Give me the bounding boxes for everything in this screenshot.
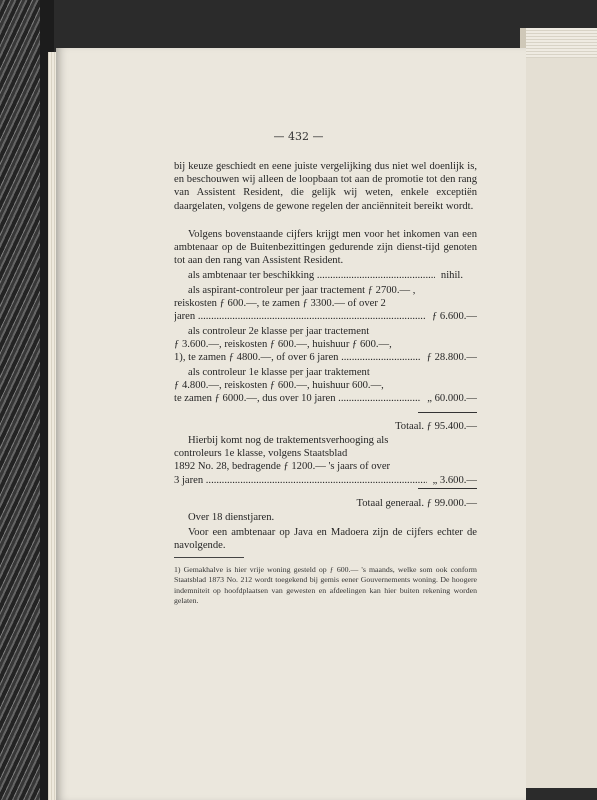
item2-line1: als aspirant-controleur per jaar tractement ƒ 2700.— , — [188, 285, 416, 296]
item-aspirant-controleur — [174, 284, 477, 324]
item2-value: ƒ 6.600.— — [431, 311, 477, 323]
item-ter-beschikking — [174, 269, 477, 282]
item-controleur-1e — [174, 366, 477, 406]
para3-line1: Hierbij komt nog de traktementsverhooging als — [188, 435, 389, 446]
item3-line3: 1), te zamen ƒ 4800.—, of over 6 jaren ..... — [174, 351, 421, 364]
item4-line3: te zamen ƒ 6000.—, dus over 10 jaren ..... — [174, 392, 421, 405]
paragraph-2: Volgens bovenstaande cijfers krijgt men voor het inkomen van een ambtenaar op de Buitenbezittingen gedurende zijn dienst-tijd genoten tot aan den rang van Assistent Resident. — [174, 229, 477, 267]
dienstjaren: Over 18 dienstjaren. — [188, 512, 275, 523]
sum-rule-2 — [418, 488, 477, 489]
item3-line1: als controleur 2e klasse per jaar tractement — [188, 326, 370, 337]
item4-line1: als controleur 1e klasse per jaar traktement — [188, 367, 370, 378]
para3-line2: controleurs 1e klasse, volgens Staatsblad — [174, 448, 348, 460]
totaal: Totaal. ƒ 95.400.— — [395, 421, 477, 432]
item4-line2: ƒ 4.800.—, reiskosten ƒ 600.—, huishuur 600.—, — [174, 380, 384, 392]
footnote: 1) Gemakhalve is hier vrije woning gesteld op ƒ 600.— 's maands, welke som ook conform Staatsblad 1873 No. 212 wordt toegekend bij gemis eener Gouvernements woning. De hoogere indemniteit op hoofdplaatsen van gewesten en afdeelingen kan hier buiten rekening worden gelaten. — [174, 565, 477, 606]
item-controleur-2e — [174, 325, 477, 365]
item1-label: als ambtenaar ter beschikking ..... — [188, 269, 435, 282]
item3-line2: ƒ 3.600.—, reiskosten ƒ 600.—, huishuur ƒ 600.—, — [174, 339, 392, 351]
page-number: — 432 — — [273, 130, 324, 143]
paragraph-3 — [174, 434, 477, 487]
paragraph-4: Voor een ambtenaar op Java en Madoera zijn de cijfers echter de navolgende. — [174, 527, 477, 552]
footnote-rule — [174, 557, 244, 558]
paragraph-1: bij keuze geschiedt en eene juiste vergelijking dus niet wel doenlijk is, en beschouwen wij alleen de loopbaan tot aan de promotie tot den rang van Assistent Resident, die gelijk wij weten, enkele exceptiën daargelaten, volgens de gewone regelen der anciënniteit bereikt wordt. — [174, 161, 477, 212]
item2-line2: reiskosten ƒ 600.—, te zamen ƒ 3300.— of over 2 — [174, 298, 386, 310]
item4-value: „ 60.000.— — [427, 393, 477, 405]
totaal-generaal: Totaal generaal. ƒ 99.000.— — [356, 498, 477, 509]
para3-value: „ 3.600.— — [432, 474, 477, 486]
para3-line3: 1892 No. 28, bedragende ƒ 1200.— 's jaars of over — [174, 461, 391, 473]
item3-value: ƒ 28.800.— — [426, 352, 477, 364]
item2-line3: jaren ..... — [174, 310, 426, 323]
sum-rule-1 — [418, 412, 477, 413]
item1-value: nihil. — [440, 270, 463, 281]
para3-line4: 3 jaren ..... — [174, 474, 427, 487]
page-stack-top — [526, 28, 597, 58]
